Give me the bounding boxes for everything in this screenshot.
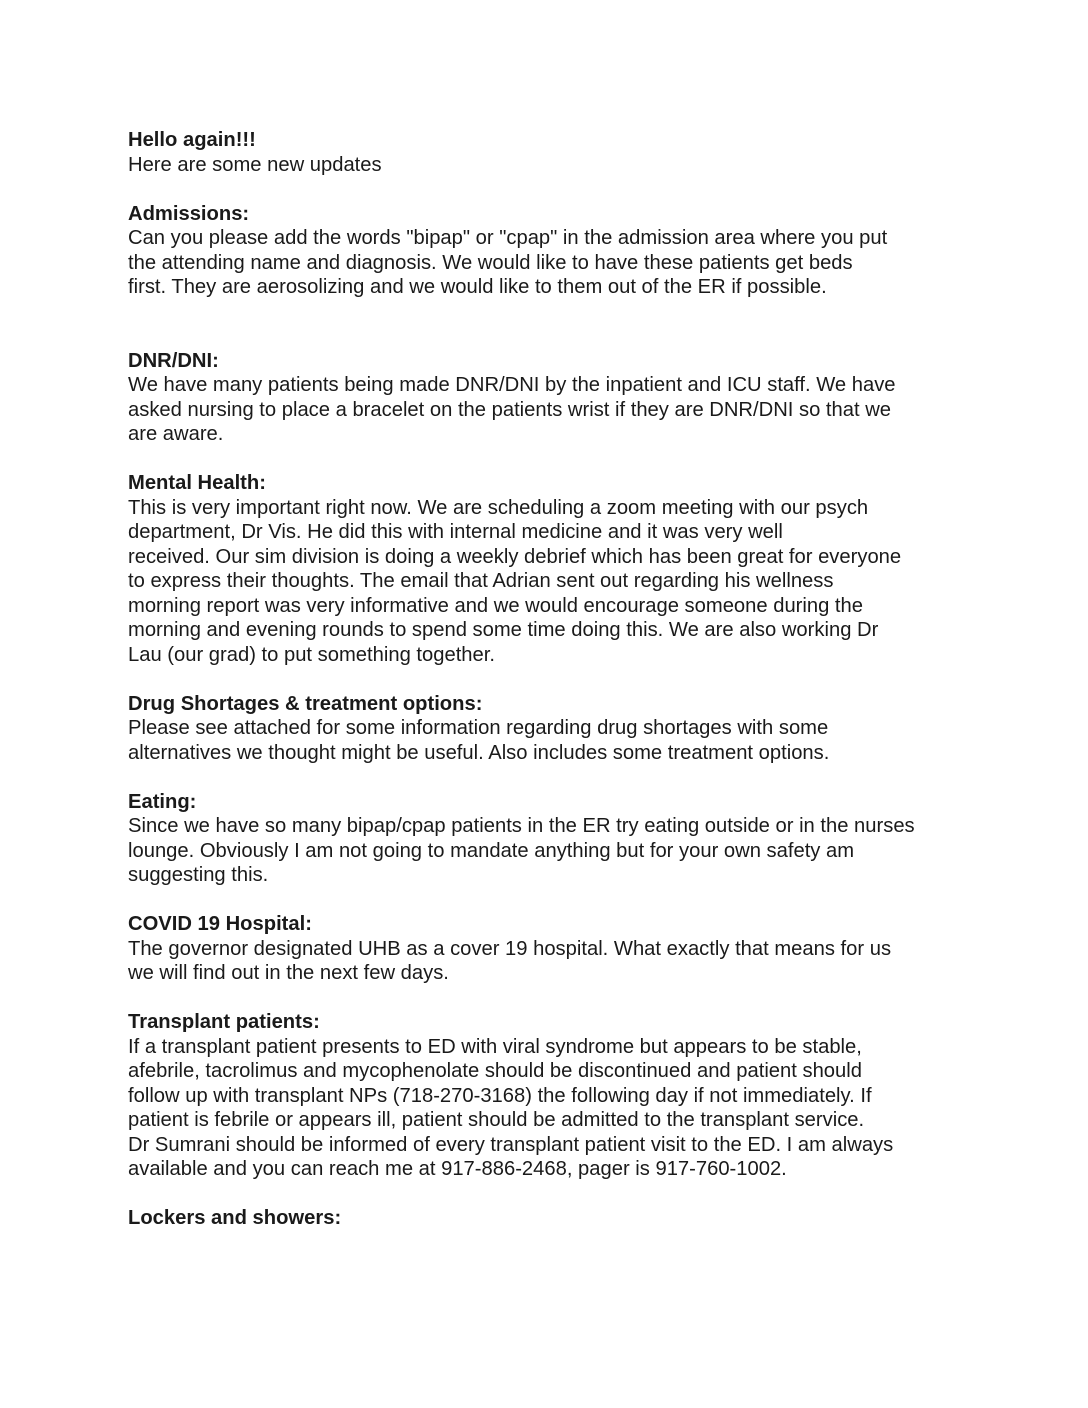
paragraph-line: lounge. Obviously I am not going to mandate anything but for your own safety am	[128, 839, 855, 862]
section-greeting	[128, 128, 988, 177]
document-body	[128, 128, 988, 1231]
paragraph-line: We have many patients being made DNR/DNI by the inpatient and ICU staff. We have	[128, 374, 896, 396]
paragraph-line: we will find out in the next few days.	[128, 962, 449, 984]
section-heading: DNR/DNI:	[128, 349, 219, 372]
paragraph-line: asked nursing to place a bracelet on the patients wrist if they are DNR/DNI so that we	[128, 398, 892, 421]
paragraph-line: department, Dr Vis. He did this with internal medicine and it was very well	[128, 521, 783, 543]
section-heading: COVID 19 Hospital:	[128, 913, 312, 935]
paragraph-line: If a transplant patient presents to ED with viral syndrome but appears to be stable,	[128, 1035, 862, 1058]
paragraph-line: afebrile, tacrolimus and mycophenolate should be discontinued and patient should	[128, 1060, 862, 1082]
paragraph-line: Can you please add the words "bipap" or "cpap" in the admission area where you put	[128, 227, 888, 249]
paragraph-line: are aware.	[128, 423, 224, 445]
paragraph-line: This is very important right now. We are scheduling a zoom meeting with our psych	[128, 496, 869, 519]
section-heading: Mental Health:	[128, 472, 266, 494]
section-heading: Admissions:	[128, 202, 250, 225]
paragraph-line: the attending name and diagnosis. We would like to have these patients get beds	[128, 251, 853, 274]
paragraph-line: Please see attached for some information regarding drug shortages with some	[128, 717, 829, 739]
section-lockers	[128, 1206, 988, 1231]
paragraph-line: morning report was very informative and we would encourage someone during the	[128, 594, 864, 617]
section-heading: Lockers and showers:	[128, 1207, 342, 1229]
section-heading: Eating:	[128, 790, 197, 813]
section-drug-shortages	[128, 692, 988, 766]
paragraph-line: to express their thoughts. The email that Adrian sent out regarding his wellness	[128, 570, 834, 592]
section-covid-hospital	[128, 912, 988, 986]
paragraph-line: follow up with transplant NPs (718-270-3168) the following day if not immediately. If	[128, 1084, 872, 1107]
section-admissions	[128, 202, 988, 300]
paragraph-line: available and you can reach me at 917-886-2468, pager is 917-760-1002.	[128, 1158, 787, 1180]
section-eating	[128, 790, 988, 888]
paragraph-line: Here are some new updates	[128, 153, 382, 176]
section-heading: Transplant patients:	[128, 1011, 320, 1033]
paragraph-line: patient is febrile or appears ill, patient should be admitted to the transplant service.	[128, 1109, 865, 1131]
section-heading: Hello again!!!	[128, 129, 256, 151]
paragraph-line: received. Our sim division is doing a weekly debrief which has been great for everyone	[128, 545, 902, 568]
section-transplant	[128, 1010, 988, 1182]
paragraph-line: alternatives we thought might be useful. Also includes some treatment options.	[128, 741, 830, 764]
paragraph-line: Lau (our grad) to put something together.	[128, 643, 495, 666]
paragraph-line: suggesting this.	[128, 864, 269, 886]
paragraph-line: The governor designated UHB as a cover 19 hospital. What exactly that means for us	[128, 937, 892, 960]
section-heading: Drug Shortages & treatment options:	[128, 692, 483, 715]
paragraph-line: first. They are aerosolizing and we would like to them out of the ER if possible.	[128, 276, 827, 298]
paragraph-line: Since we have so many bipap/cpap patients in the ER try eating outside or in the nurses	[128, 815, 915, 837]
paragraph-line: Dr Sumrani should be informed of every transplant patient visit to the ED. I am always	[128, 1133, 894, 1156]
paragraph-line: morning and evening rounds to spend some time doing this. We are also working Dr	[128, 619, 879, 641]
section-dnr-dni	[128, 349, 988, 447]
section-mental-health	[128, 471, 988, 667]
